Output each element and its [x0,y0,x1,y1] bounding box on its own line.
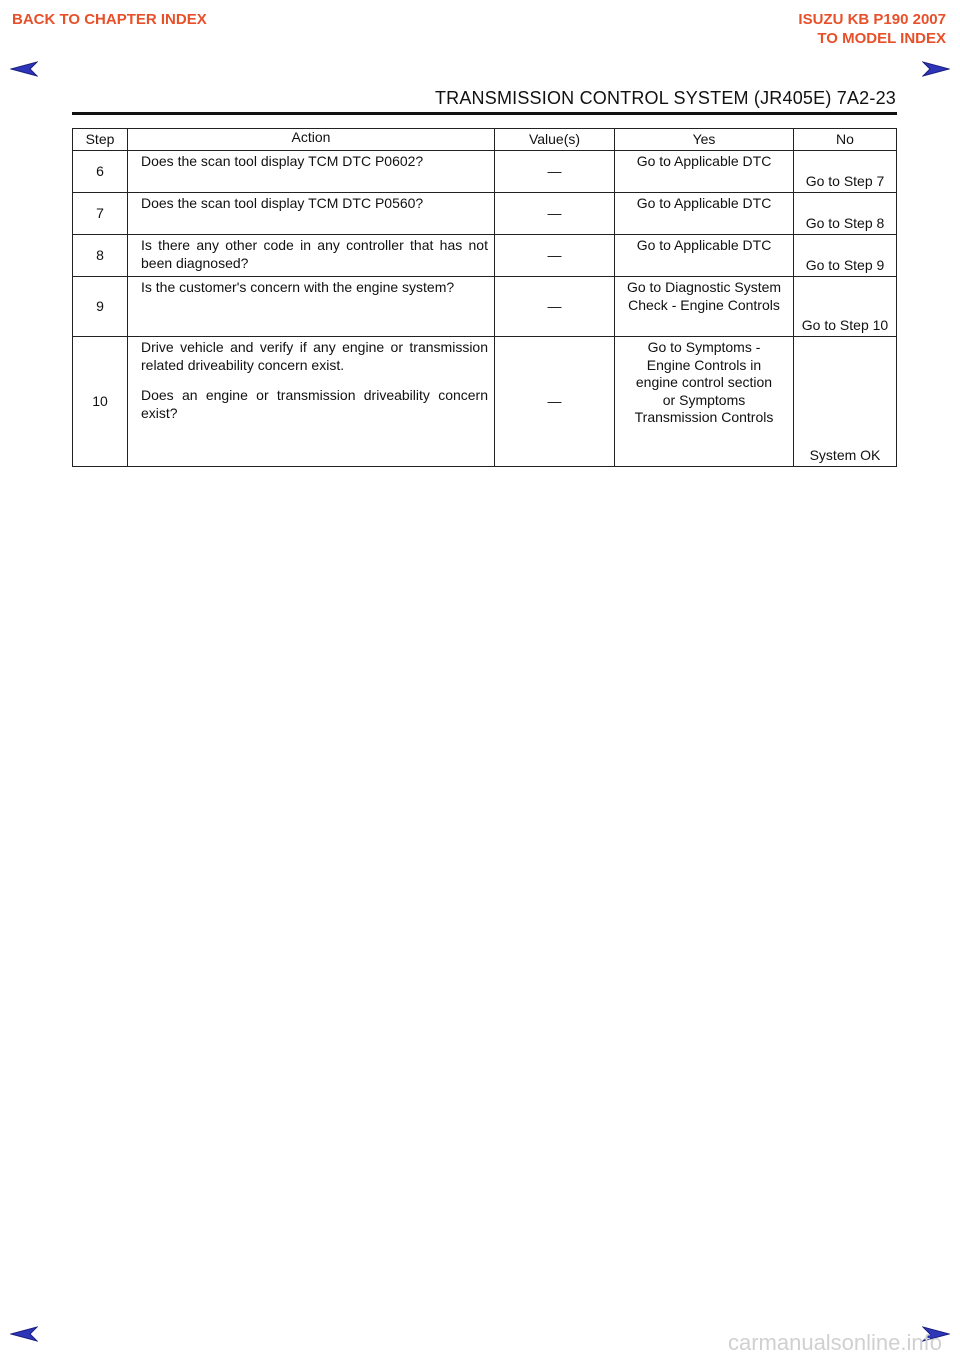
action-text: Does the scan tool display TCM DTC P0560? [141,195,424,211]
to-model-index-link[interactable]: TO MODEL INDEX [817,30,946,47]
action-cell [128,235,495,277]
table-row [73,277,897,337]
value-cell: — [495,235,615,277]
table-row [73,337,897,467]
step-cell: 7 [73,193,128,235]
yes-cell: Go to Diagnostic System Check - Engine Controls [615,277,794,337]
no-cell: Go to Step 7 [794,151,897,193]
header-rule [72,112,897,115]
next-page-arrow-icon[interactable] [922,60,950,78]
value-cell: — [495,337,615,467]
table-row [73,193,897,235]
column-header-step: Step [73,129,128,151]
step-cell: 8 [73,235,128,277]
table-header-row [73,129,897,151]
value-cell: — [495,151,615,193]
action-text: Drive vehicle and verify if any engine or transmission related driveability concern exist. [141,339,488,373]
table-row [73,151,897,193]
step-cell: 6 [73,151,128,193]
column-header-values: Value(s) [495,129,615,151]
model-title-link[interactable]: ISUZU KB P190 2007 [798,11,946,28]
value-cell: — [495,193,615,235]
action-cell [128,193,495,235]
page-header-title: TRANSMISSION CONTROL SYSTEM (JR405E) 7A2-23 [434,88,896,108]
action-text: Is the customer's concern with the engine system? [141,279,455,295]
action-text: Does an engine or transmission driveability concern exist? [141,387,488,421]
yes-cell: Go to Symptoms - Engine Controls in engine control section or Symptoms Transmission Controls [615,337,794,467]
yes-cell: Go to Applicable DTC [615,235,794,277]
back-to-chapter-index-link[interactable]: BACK TO CHAPTER INDEX [12,11,207,28]
action-text: Does the scan tool display TCM DTC P0602? [141,153,424,169]
action-cell [128,151,495,193]
no-cell: Go to Step 10 [794,277,897,337]
column-header-action: Action [128,129,495,151]
table-row [73,235,897,277]
column-header-no: No [794,129,897,151]
no-cell: Go to Step 8 [794,193,897,235]
action-text: Is there any other code in any controller that has not been diagnosed? [141,237,488,271]
prev-page-arrow-icon[interactable] [10,60,38,78]
watermark: carmanualsonline.info [727,1330,942,1355]
diagnostic-table [72,128,897,467]
step-cell: 9 [73,277,128,337]
action-cell [128,337,495,467]
no-cell: System OK [794,337,897,467]
action-cell [128,277,495,337]
prev-page-arrow-bottom-icon[interactable] [10,1325,38,1343]
column-header-yes: Yes [615,129,794,151]
yes-cell: Go to Applicable DTC [615,151,794,193]
value-cell: — [495,277,615,337]
step-cell: 10 [73,337,128,467]
no-cell: Go to Step 9 [794,235,897,277]
yes-cell: Go to Applicable DTC [615,193,794,235]
